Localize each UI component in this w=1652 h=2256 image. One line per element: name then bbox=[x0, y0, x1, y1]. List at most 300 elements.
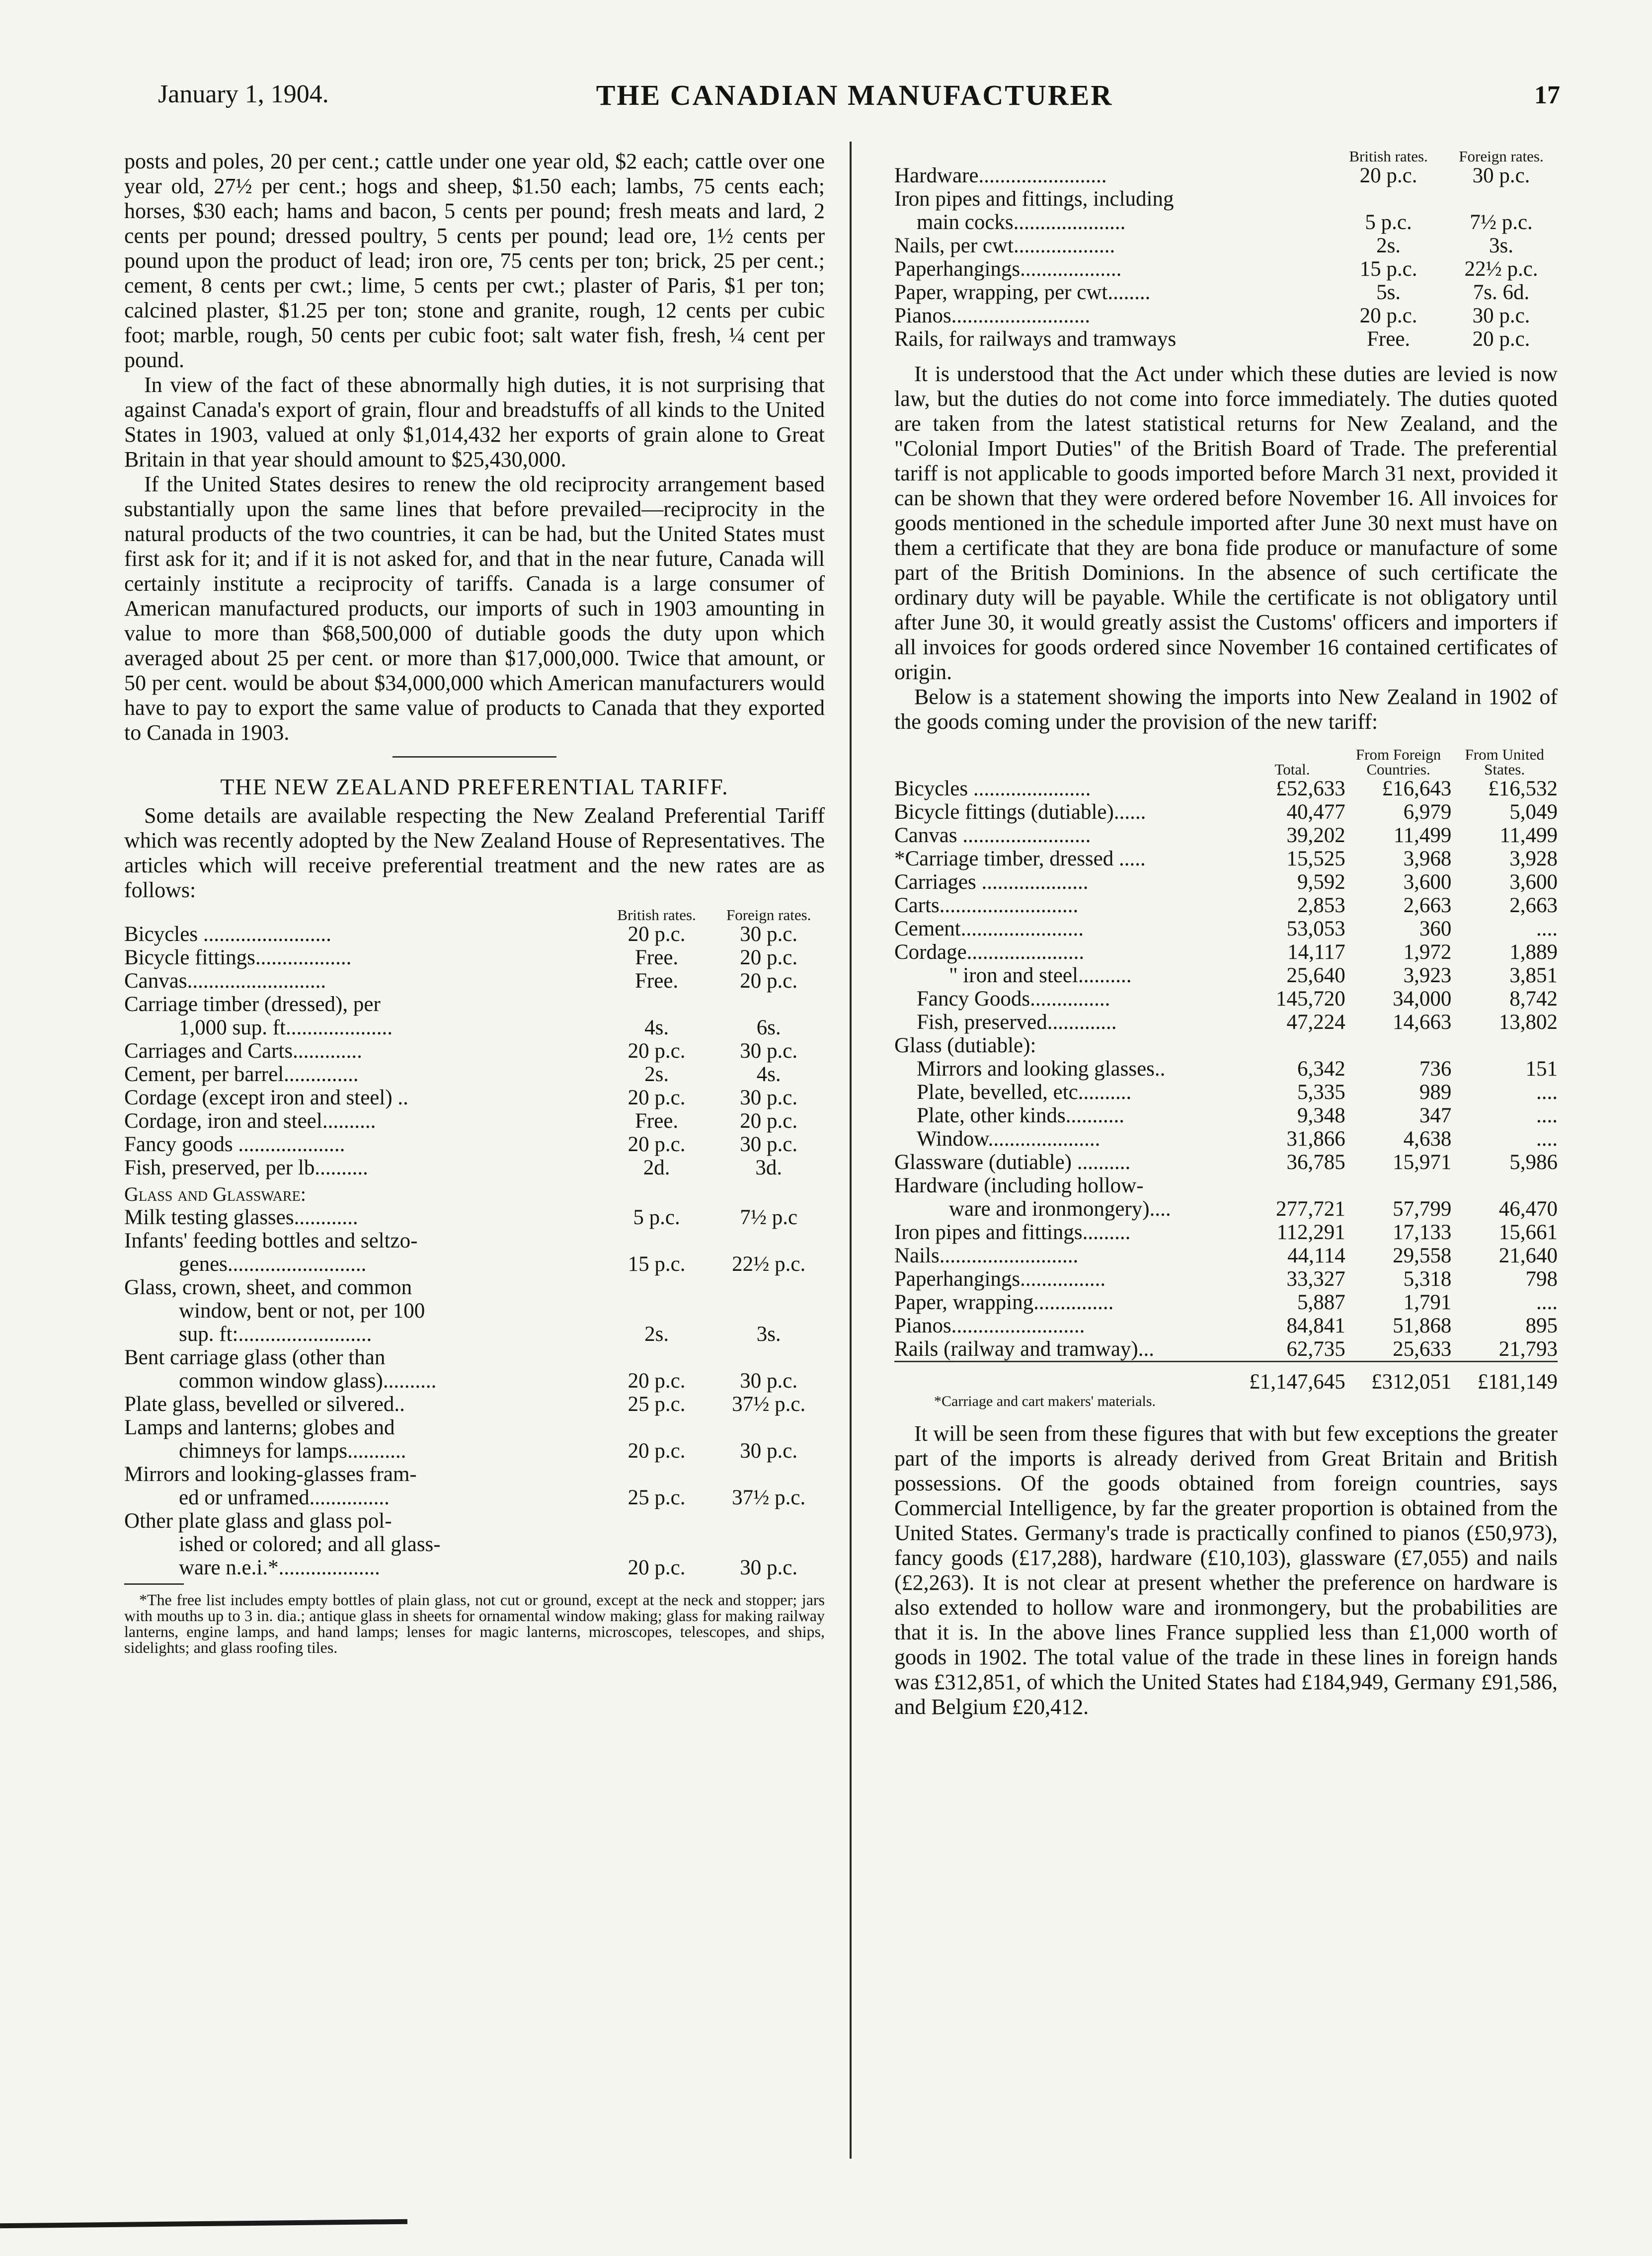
import-total: £52,633 bbox=[1276, 777, 1345, 800]
table-row bbox=[124, 1369, 825, 1393]
british-rate: 5s. bbox=[1376, 281, 1401, 304]
table-row bbox=[894, 1291, 1558, 1314]
import-total: 112,291 bbox=[1276, 1221, 1345, 1244]
foreign-rate bbox=[712, 1416, 825, 1439]
rate-item: Bent carriage glass (other than bbox=[124, 1346, 386, 1369]
british-rate: 25 p.c. bbox=[628, 1393, 686, 1416]
import-from-foreign: £16,643 bbox=[1382, 777, 1452, 800]
british-rate: 20 p.c. bbox=[628, 1556, 686, 1579]
import-item: Glass (dutiable): bbox=[894, 1034, 1036, 1057]
import-total: 53,053 bbox=[1286, 917, 1345, 940]
import-from-foreign: 3,600 bbox=[1403, 870, 1452, 894]
publication-title: THE CANADIAN MANUFACTURER bbox=[596, 79, 1113, 111]
column-header-from-foreign: From Foreign Countries. bbox=[1355, 746, 1441, 778]
imports-table bbox=[894, 747, 1558, 1409]
table-row bbox=[124, 1416, 825, 1439]
table-row bbox=[124, 1509, 825, 1533]
table-row bbox=[124, 1109, 825, 1133]
table-row bbox=[894, 164, 1558, 187]
foreign-rate: 30 p.c. bbox=[740, 1086, 798, 1109]
british-rate: 20 p.c. bbox=[1359, 164, 1417, 187]
british-rate bbox=[601, 1533, 713, 1556]
import-item: Cordage...................... bbox=[894, 940, 1085, 964]
table-row bbox=[124, 1276, 825, 1299]
table-row bbox=[124, 923, 825, 946]
foreign-rate: 20 p.c. bbox=[740, 946, 798, 969]
foreign-rate: 3s. bbox=[756, 1322, 781, 1346]
rate-item: Rails, for railways and tramways bbox=[894, 327, 1177, 351]
table-row bbox=[894, 777, 1558, 800]
import-item: Paperhangings................ bbox=[894, 1267, 1106, 1291]
import-item: Plate, other kinds........... bbox=[917, 1104, 1125, 1127]
rate-item: genes.......................... bbox=[179, 1252, 367, 1276]
rate-item: ished or colored; and all glass- bbox=[179, 1533, 441, 1556]
import-from-us: .... bbox=[1536, 917, 1558, 940]
table-row bbox=[894, 327, 1558, 351]
table-row bbox=[124, 993, 825, 1016]
rate-item: Paperhangings................... bbox=[894, 257, 1122, 281]
british-rate: 2s. bbox=[1376, 234, 1401, 257]
table-row bbox=[894, 870, 1558, 894]
table-row bbox=[124, 969, 825, 993]
british-rate: 20 p.c. bbox=[628, 1039, 686, 1063]
import-total: 9,348 bbox=[1297, 1104, 1345, 1127]
import-item: Iron pipes and fittings......... bbox=[894, 1221, 1131, 1244]
foreign-rate: 20 p.c. bbox=[1472, 327, 1530, 351]
british-rate bbox=[601, 1346, 713, 1369]
import-from-foreign: 15,971 bbox=[1393, 1151, 1452, 1174]
import-item: Carts.......................... bbox=[894, 894, 1079, 917]
british-rate: 5 p.c. bbox=[1365, 211, 1412, 234]
foreign-rate bbox=[712, 1509, 825, 1533]
import-item: Window..................... bbox=[917, 1127, 1101, 1151]
table-row bbox=[894, 940, 1558, 964]
rate-item: ware n.e.i.*................... bbox=[179, 1556, 380, 1579]
import-item: *Carriage timber, dressed ..... bbox=[894, 847, 1146, 870]
table-row bbox=[894, 987, 1558, 1011]
foreign-rate: 22½ p.c. bbox=[732, 1252, 806, 1276]
british-rate: 20 p.c. bbox=[628, 1133, 686, 1156]
import-from-us: 13,802 bbox=[1498, 1011, 1558, 1034]
import-item: " iron and steel.......... bbox=[949, 964, 1132, 987]
table-row bbox=[124, 1533, 825, 1556]
import-from-foreign: 25,633 bbox=[1393, 1337, 1452, 1361]
footnote-separator bbox=[124, 1583, 184, 1585]
rate-item: Glass, crown, sheet, and common bbox=[124, 1276, 412, 1299]
column-header-from-us: From United States. bbox=[1465, 746, 1544, 778]
import-total: 47,224 bbox=[1286, 1011, 1345, 1034]
table-row bbox=[124, 1463, 825, 1486]
import-item: Glassware (dutiable) .......... bbox=[894, 1151, 1131, 1174]
table-row bbox=[894, 234, 1558, 257]
foreign-rate: 30 p.c. bbox=[1472, 304, 1530, 327]
paragraph: It will be seen from these figures that with but few exceptions the greater part of the imports is already derived from Great Britain and British possessions. Of the goods obtained from foreign countries, says Commercial Intelligence, by far the greater proportion is obtained from the United States. Germany's trade is practically confined to pianos (£50,973), fancy goods (£17,288), hardware (£10,103), glassware (£7,055) and nails (£2,263). It is not clear at present whether the preference on hardware is also extended to hollow ware and ironmongery, but the probabilities are that it is. In the above lines France supplied less than £1,000 worth of goods in 1902. The total value of the trade in these lines in foreign hands was £312,851, of which the United States had £184,949, Germany £91,586, and Belgium £20,412. bbox=[894, 1421, 1558, 1719]
table-row bbox=[894, 281, 1558, 304]
import-total: 5,887 bbox=[1297, 1291, 1345, 1314]
rate-item: Canvas.......................... bbox=[124, 969, 326, 993]
paragraph: Some details are available respecting the New Zealand Preferential Tariff which was recently adopted by the New Zealand House of Representatives. The articles which will receive preferential treatment and the new rates are as follows: bbox=[124, 803, 825, 902]
rate-item: window, bent or not, per 100 bbox=[179, 1299, 425, 1322]
foreign-rate: 7½ p.c. bbox=[1470, 211, 1533, 234]
glass-section-heading: Glass and Glassware: bbox=[124, 1183, 306, 1205]
import-item: Mirrors and looking glasses.. bbox=[917, 1057, 1166, 1081]
column-header-foreign: Foreign rates. bbox=[726, 906, 811, 924]
foreign-rate bbox=[712, 1346, 825, 1369]
foreign-rate bbox=[712, 1533, 825, 1556]
rate-item: Paper, wrapping, per cwt........ bbox=[894, 281, 1151, 304]
table-row bbox=[124, 1063, 825, 1086]
footnote: *The free list includes empty bottles of plain glass, not cut or ground, except at the neck and stopper; jars with mouths up to 3 in. dia.; antique glass in sheets for ornamental window making; glass for making railway lanterns, engine lamps, and hand lamps; lenses for magic lanterns, microscopes, telescopes, and ships, sidelights; and glass roofing tiles. bbox=[124, 1591, 825, 1656]
import-from-us: 3,851 bbox=[1509, 964, 1558, 987]
foreign-rate: 30 p.c. bbox=[1472, 164, 1530, 187]
import-from-foreign: 360 bbox=[1419, 917, 1452, 940]
foreign-rate: 30 p.c. bbox=[740, 1039, 798, 1063]
foreign-rate bbox=[712, 1276, 825, 1299]
british-rate bbox=[601, 1276, 713, 1299]
import-total: 36,785 bbox=[1286, 1151, 1345, 1174]
british-rate: 20 p.c. bbox=[1359, 304, 1417, 327]
rate-item: Hardware........................ bbox=[894, 164, 1107, 187]
rate-item: Milk testing glasses............ bbox=[124, 1206, 358, 1229]
import-from-foreign: 6,979 bbox=[1403, 800, 1452, 824]
table-row bbox=[124, 1299, 825, 1322]
british-rate: 20 p.c. bbox=[628, 923, 686, 946]
import-from-us: .... bbox=[1536, 1291, 1558, 1314]
rate-item: ed or unframed............... bbox=[179, 1486, 390, 1509]
table-row bbox=[124, 1133, 825, 1156]
import-from-foreign: 17,133 bbox=[1393, 1221, 1452, 1244]
british-rate: Free. bbox=[635, 1109, 679, 1133]
rate-item: Iron pipes and fittings, including bbox=[894, 187, 1174, 211]
rate-item: Pianos.......................... bbox=[894, 304, 1091, 327]
foreign-rate bbox=[712, 1463, 825, 1486]
import-from-us: 15,661 bbox=[1498, 1221, 1558, 1244]
british-rate: Free. bbox=[1367, 327, 1411, 351]
british-rate bbox=[601, 1509, 713, 1533]
table-row bbox=[894, 187, 1558, 211]
import-total: 5,335 bbox=[1297, 1081, 1345, 1104]
import-from-us: .... bbox=[1536, 1127, 1558, 1151]
table-row bbox=[894, 1011, 1558, 1034]
rate-item: Bicycles ........................ bbox=[124, 923, 331, 946]
foreign-rate: 30 p.c. bbox=[740, 1369, 798, 1393]
import-from-us: 5,049 bbox=[1509, 800, 1558, 824]
import-from-us: 21,640 bbox=[1498, 1244, 1558, 1267]
british-rate: 15 p.c. bbox=[628, 1252, 686, 1276]
scan-edge-mark bbox=[0, 2219, 407, 2229]
import-item: Bicycle fittings (dutiable)...... bbox=[894, 800, 1146, 824]
table-row bbox=[894, 1221, 1558, 1244]
import-from-us: 895 bbox=[1525, 1314, 1558, 1337]
rate-item: Cordage (except iron and steel) .. bbox=[124, 1086, 408, 1109]
table-row bbox=[124, 946, 825, 969]
import-from-foreign: 1,972 bbox=[1403, 940, 1452, 964]
import-from-foreign: 3,923 bbox=[1403, 964, 1452, 987]
import-from-foreign: 57,799 bbox=[1393, 1197, 1452, 1221]
import-item: Canvas ........................ bbox=[894, 824, 1091, 847]
table-row bbox=[894, 847, 1558, 870]
british-rate bbox=[601, 1416, 713, 1439]
column-header-foreign: Foreign rates. bbox=[1459, 148, 1544, 165]
paragraph: Below is a statement showing the imports into New Zealand in 1902 of the goods coming under the provision of the new tariff: bbox=[894, 685, 1558, 734]
import-total: 6,342 bbox=[1297, 1057, 1345, 1081]
rate-item: Cement, per barrel.............. bbox=[124, 1063, 359, 1086]
foreign-rate bbox=[712, 1229, 825, 1252]
british-rate: Free. bbox=[635, 946, 679, 969]
british-rate: 2s. bbox=[644, 1063, 669, 1086]
foreign-rate: 37½ p.c. bbox=[732, 1486, 806, 1509]
import-total: 31,866 bbox=[1286, 1127, 1345, 1151]
rate-item: main cocks..................... bbox=[917, 211, 1126, 234]
table-row bbox=[894, 1034, 1558, 1057]
import-from-us bbox=[1451, 1174, 1558, 1197]
import-from-foreign bbox=[1345, 1034, 1452, 1057]
british-rate: 15 p.c. bbox=[1359, 257, 1417, 281]
foreign-rate: 4s. bbox=[756, 1063, 781, 1086]
import-from-foreign: 989 bbox=[1419, 1081, 1452, 1104]
import-total: 25,640 bbox=[1286, 964, 1345, 987]
import-from-us: 5,986 bbox=[1509, 1151, 1558, 1174]
foreign-rate: 3d. bbox=[755, 1156, 783, 1179]
import-from-foreign: 1,791 bbox=[1403, 1291, 1452, 1314]
column-header-british: British rates. bbox=[1349, 148, 1428, 165]
table-row bbox=[894, 1057, 1558, 1081]
preferential-rates-table bbox=[124, 908, 825, 1579]
british-rate: 25 p.c. bbox=[628, 1486, 686, 1509]
british-rate: 20 p.c. bbox=[628, 1439, 686, 1463]
import-total: 9,592 bbox=[1297, 870, 1345, 894]
paragraph: posts and poles, 20 per cent.; cattle under one year old, $2 each; cattle over one year old, 27½ per cent.; hogs and sheep, $1.50 each; lambs, 75 cents each; horses, $30 each; hams and bacon, 5 cents per pound; fresh meats and lard, 2 cents per pound; dressed poultry, 5 cents per pound; lead ore, 1½ cents per pound upon the product of lead; iron ore, 75 cents per ton; brick, 25 per cent.; cement, 8 cents per cwt.; lime, 5 cents per cwt.; plaster of Paris, $1 per ton; calcined plaster, $1.25 per ton; stone and granite, rough, 12 cents per cubic foot; marble, rough, 50 cents per cubic foot; salt water fish, fresh, ¼ cent per pound. bbox=[124, 149, 825, 372]
import-from-us: £16,532 bbox=[1488, 777, 1558, 800]
import-from-us: 3,600 bbox=[1509, 870, 1558, 894]
british-rate: 4s. bbox=[644, 1016, 669, 1039]
import-from-foreign: 5,318 bbox=[1403, 1267, 1452, 1291]
british-rate bbox=[601, 1229, 713, 1252]
rate-item: Carriages and Carts............. bbox=[124, 1039, 362, 1063]
page-number: 17 bbox=[1534, 81, 1560, 109]
table-row bbox=[894, 964, 1558, 987]
import-from-foreign bbox=[1345, 1174, 1452, 1197]
import-from-us: 2,663 bbox=[1509, 894, 1558, 917]
column-divider bbox=[850, 142, 852, 2159]
british-rate bbox=[601, 993, 713, 1016]
table-row bbox=[124, 1229, 825, 1252]
table-row bbox=[894, 1197, 1558, 1221]
table-row bbox=[894, 894, 1558, 917]
column-header-total: Total. bbox=[1274, 761, 1310, 778]
table-row bbox=[894, 211, 1558, 234]
import-total: 40,477 bbox=[1286, 800, 1345, 824]
rate-item: Cordage, iron and steel.......... bbox=[124, 1109, 376, 1133]
foreign-rate: 20 p.c. bbox=[740, 969, 798, 993]
import-total: 277,721 bbox=[1276, 1197, 1345, 1221]
column-header-british: British rates. bbox=[617, 906, 696, 924]
british-rate bbox=[1332, 187, 1445, 211]
table-row bbox=[894, 917, 1558, 940]
british-rate: 20 p.c. bbox=[628, 1086, 686, 1109]
rate-item: Plate glass, bevelled or silvered.. bbox=[124, 1393, 405, 1416]
table-row bbox=[894, 1314, 1558, 1337]
table-row bbox=[894, 1244, 1558, 1267]
import-from-us: .... bbox=[1536, 1081, 1558, 1104]
british-rate: 2s. bbox=[644, 1322, 669, 1346]
foreign-sum: £312,051 bbox=[1345, 1362, 1452, 1394]
table-row bbox=[894, 800, 1558, 824]
table-row bbox=[894, 1337, 1558, 1362]
rate-item: 1,000 sup. ft.................... bbox=[179, 1016, 393, 1039]
table-row bbox=[124, 1016, 825, 1039]
table-row bbox=[124, 1346, 825, 1369]
import-total bbox=[1239, 1034, 1345, 1057]
foreign-rate: 6s. bbox=[756, 1016, 781, 1039]
import-item: Pianos......................... bbox=[894, 1314, 1085, 1337]
table-row bbox=[124, 1039, 825, 1063]
import-item: Bicycles ...................... bbox=[894, 777, 1091, 800]
section-heading: THE NEW ZEALAND PREFERENTIAL TARIFF. bbox=[220, 774, 729, 799]
rate-item: sup. ft:......................... bbox=[179, 1322, 372, 1346]
preferential-rates-table-continued bbox=[894, 149, 1558, 351]
british-rate: Free. bbox=[635, 969, 679, 993]
import-total: 2,853 bbox=[1297, 894, 1345, 917]
import-from-us: 21,793 bbox=[1498, 1337, 1558, 1361]
import-from-us: 798 bbox=[1525, 1267, 1558, 1291]
foreign-rate: 30 p.c. bbox=[740, 1439, 798, 1463]
table-row bbox=[894, 1151, 1558, 1174]
import-from-foreign: 11,499 bbox=[1393, 824, 1452, 847]
table-row bbox=[894, 1081, 1558, 1104]
rate-item: Lamps and lanterns; globes and bbox=[124, 1416, 395, 1439]
rate-item: Bicycle fittings.................. bbox=[124, 946, 352, 969]
total-sum: £1,147,645 bbox=[1239, 1362, 1345, 1394]
import-from-foreign: 14,663 bbox=[1393, 1011, 1452, 1034]
table-row bbox=[124, 1556, 825, 1579]
import-from-foreign: 29,558 bbox=[1393, 1244, 1452, 1267]
import-from-us: 1,889 bbox=[1509, 940, 1558, 964]
import-from-us: 151 bbox=[1525, 1057, 1558, 1081]
import-total: 15,525 bbox=[1286, 847, 1345, 870]
table-row bbox=[894, 1267, 1558, 1291]
import-total: 39,202 bbox=[1286, 824, 1345, 847]
rate-item: Carriage timber (dressed), per bbox=[124, 993, 381, 1016]
table-row bbox=[124, 1393, 825, 1416]
issue-date: January 1, 1904. bbox=[158, 80, 329, 108]
import-from-foreign: 2,663 bbox=[1403, 894, 1452, 917]
import-from-foreign: 736 bbox=[1419, 1057, 1452, 1081]
import-from-us bbox=[1451, 1034, 1558, 1057]
paragraph: If the United States desires to renew the old reciprocity arrangement based substantially upon the same lines that before prevailed—reciprocity in the natural products of the two countries, it can be had, but the United States must first ask for it; and if it is not asked for, and that in the near future, Canada will certainly institute a reciprocity of tariffs. Canada is a large consumer of American manufactured products, our imports of such in 1903 amounting in value to more than $68,500,000 of dutiable goods the duty upon which averaged about 25 per cent. or more than $17,000,000. Twice that amount, or 50 per cent. would be about $34,000,000 which American manufacturers would have to pay to export the same value of products to Canada that they exported to Canada in 1903. bbox=[124, 472, 825, 745]
british-rate: 5 p.c. bbox=[633, 1206, 680, 1229]
import-total bbox=[1239, 1174, 1345, 1197]
rate-item: Fancy goods .................... bbox=[124, 1133, 345, 1156]
section-separator bbox=[393, 756, 556, 758]
rate-item: chimneys for lamps........... bbox=[179, 1439, 406, 1463]
table-row bbox=[894, 1174, 1558, 1197]
rate-item: Fish, preserved, per lb.......... bbox=[124, 1156, 368, 1179]
left-column bbox=[124, 149, 825, 1655]
import-total: 84,841 bbox=[1286, 1314, 1345, 1337]
import-total: 14,117 bbox=[1287, 940, 1345, 964]
import-item: Hardware (including hollow- bbox=[894, 1174, 1144, 1197]
british-rate bbox=[601, 1299, 713, 1322]
import-from-us: .... bbox=[1536, 1104, 1558, 1127]
table-row bbox=[124, 1156, 825, 1179]
import-from-foreign: 34,000 bbox=[1393, 987, 1452, 1011]
import-total: 62,735 bbox=[1286, 1337, 1345, 1361]
table-row bbox=[124, 1086, 825, 1109]
table-row bbox=[894, 1104, 1558, 1127]
paragraph: In view of the fact of these abnormally high duties, it is not surprising that against Canada's export of grain, flour and breadstuffs of all kinds to the United States in 1903, valued at only $1,014,432 her exports of grain alone to Great Britain in that year should amount to $25,430,000. bbox=[124, 373, 825, 471]
import-total: 145,720 bbox=[1276, 987, 1345, 1011]
right-column bbox=[894, 149, 1558, 1719]
british-rate: 20 p.c. bbox=[628, 1369, 686, 1393]
table-row bbox=[894, 824, 1558, 847]
table-row bbox=[124, 1206, 825, 1229]
totals-row bbox=[894, 1362, 1558, 1394]
import-from-us: 46,470 bbox=[1498, 1197, 1558, 1221]
paragraph: It is understood that the Act under which these duties are levied is now law, but the duties do not come into force immediately. The duties quoted are taken from the latest statistical returns for New Zealand, and the "Colonial Import Duties" of the British Board of Trade. The preferential tariff is not applicable to goods imported before March 31 next, provided it can be shown that they were ordered before November 16. All invoices for goods mentioned in the schedule imported after June 30 next must have on them a certificate that they are bona fide produce or manufacture of some part of the British Dominions. In the absence of such certificate the ordinary duty will be payable. While the certificate is not obligatory until after June 30, it would greatly assist the Customs' officers and importers if all invoices for goods ordered since November 16 contained certificates of origin. bbox=[894, 362, 1558, 684]
british-rate: 2d. bbox=[643, 1156, 670, 1179]
page-header bbox=[149, 75, 1560, 119]
import-item: Fancy Goods............... bbox=[917, 987, 1110, 1011]
foreign-rate bbox=[712, 993, 825, 1016]
foreign-rate bbox=[1445, 187, 1558, 211]
foreign-rate: 37½ p.c. bbox=[732, 1393, 806, 1416]
foreign-rate: 7s. 6d. bbox=[1473, 281, 1530, 304]
table-row bbox=[894, 304, 1558, 327]
import-from-foreign: 3,968 bbox=[1403, 847, 1452, 870]
foreign-rate: 22½ p.c. bbox=[1464, 257, 1538, 281]
table-row bbox=[124, 1252, 825, 1276]
import-from-us: 3,928 bbox=[1509, 847, 1558, 870]
import-from-foreign: 51,868 bbox=[1393, 1314, 1452, 1337]
imports-footnote: *Carriage and cart makers' materials. bbox=[934, 1393, 1156, 1409]
import-item: Nails.......................... bbox=[894, 1244, 1079, 1267]
import-item: Carriages .................... bbox=[894, 870, 1089, 894]
rate-item: Infants' feeding bottles and seltzo- bbox=[124, 1229, 418, 1252]
import-item: ware and ironmongery).... bbox=[949, 1197, 1171, 1221]
british-rate bbox=[601, 1463, 713, 1486]
import-from-us: 8,742 bbox=[1509, 987, 1558, 1011]
foreign-rate: 3s. bbox=[1489, 234, 1514, 257]
import-item: Plate, bevelled, etc.......... bbox=[917, 1081, 1132, 1104]
table-row bbox=[894, 1127, 1558, 1151]
import-total: 44,114 bbox=[1287, 1244, 1345, 1267]
import-from-foreign: 4,638 bbox=[1403, 1127, 1452, 1151]
foreign-rate: 30 p.c. bbox=[740, 923, 798, 946]
import-total: 33,327 bbox=[1286, 1267, 1345, 1291]
table-row bbox=[124, 1486, 825, 1509]
table-row bbox=[894, 257, 1558, 281]
table-row bbox=[124, 1322, 825, 1346]
rate-item: Mirrors and looking-glasses fram- bbox=[124, 1463, 417, 1486]
rate-item: Other plate glass and glass pol- bbox=[124, 1509, 392, 1533]
table-row bbox=[124, 1439, 825, 1463]
rate-item: common window glass).......... bbox=[179, 1369, 437, 1393]
us-sum: £181,149 bbox=[1451, 1362, 1558, 1394]
import-item: Cement....................... bbox=[894, 917, 1084, 940]
import-from-us: 11,499 bbox=[1499, 824, 1558, 847]
import-from-foreign: 347 bbox=[1419, 1104, 1452, 1127]
foreign-rate bbox=[712, 1299, 825, 1322]
foreign-rate: 20 p.c. bbox=[740, 1109, 798, 1133]
foreign-rate: 30 p.c. bbox=[740, 1556, 798, 1579]
import-item: Paper, wrapping............... bbox=[894, 1291, 1114, 1314]
import-item: Fish, preserved............. bbox=[917, 1011, 1117, 1034]
foreign-rate: 30 p.c. bbox=[740, 1133, 798, 1156]
foreign-rate: 7½ p.c bbox=[740, 1206, 798, 1229]
rate-item: Nails, per cwt................... bbox=[894, 234, 1115, 257]
import-item: Rails (railway and tramway)... bbox=[894, 1337, 1154, 1361]
